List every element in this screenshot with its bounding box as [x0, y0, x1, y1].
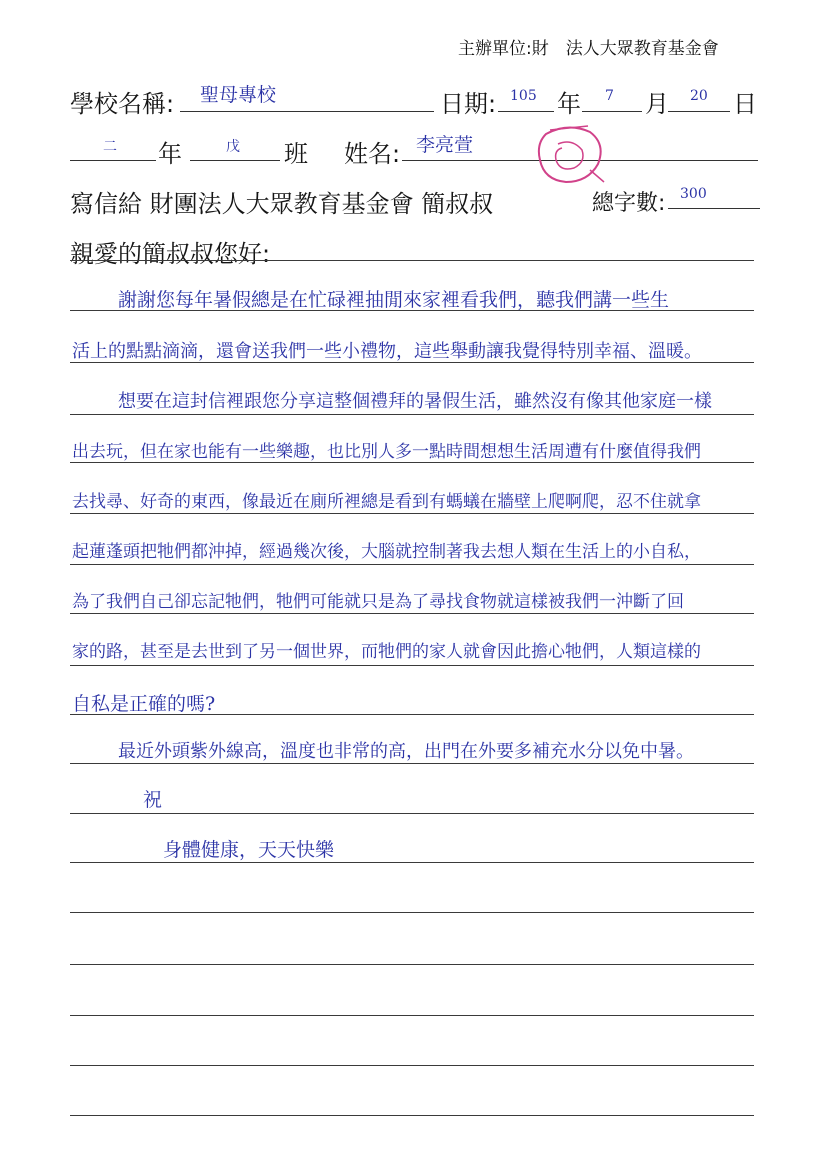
- year-label: 年: [557, 90, 581, 118]
- name-label: 姓名:: [344, 140, 401, 168]
- letter-line: 家的路，甚至是去世到了另一個世界，而牠們的家人就會因此擔心牠們，人類這樣的: [72, 642, 701, 662]
- letter-line: 起蓮蓬頭把牠們都沖掉，經過幾次後，大腦就控制著我去想人類在生活上的小自私，: [72, 542, 701, 562]
- school-underline: [180, 111, 434, 112]
- stamp-icon: [528, 120, 610, 188]
- greeting-line: 親愛的簡叔叔您好:: [70, 240, 271, 268]
- wordcount-underline: [668, 208, 760, 209]
- closing-blessing: 身體健康，天天快樂: [163, 839, 335, 861]
- day-label: 日: [733, 90, 757, 118]
- letter-line: 想要在這封信裡跟您分享這整個禮拜的暑假生活，雖然沒有像其他家庭一樣: [118, 391, 712, 412]
- day-underline: [668, 111, 730, 112]
- letter-line: 自私是正確的嗎?: [72, 693, 216, 715]
- school-value: 聖母專校: [200, 84, 277, 106]
- letter-line: 去找尋、好奇的東西，像最近在廁所裡總是看到有螞蟻在牆壁上爬啊爬，忍不住就拿: [72, 492, 701, 512]
- date-label: 日期:: [440, 90, 497, 118]
- organizer-header: 主辦單位:財 法人大眾教育基金會: [458, 39, 719, 59]
- ruled-line: [70, 1015, 754, 1016]
- month-value: 7: [605, 88, 614, 104]
- month-label: 月: [645, 90, 669, 118]
- grade-value: 二: [103, 139, 117, 155]
- recipient-line: 寫信給 財團法人大眾教育基金會 簡叔叔: [70, 190, 494, 218]
- grade-label: 年: [158, 140, 182, 168]
- ruled-line: [70, 1115, 754, 1116]
- closing-wish: 祝: [143, 789, 163, 811]
- ruled-line: [70, 964, 754, 965]
- wordcount-label: 總字數:: [592, 191, 666, 216]
- day-value: 20: [690, 88, 708, 104]
- letter-line: 活上的點點滴滴，還會送我們一些小禮物，這些舉動讓我覺得特別幸福、溫暖。: [72, 341, 702, 362]
- ruled-line: [70, 912, 754, 913]
- letter-line: 謝謝您每年暑假總是在忙碌裡抽閒來家裡看我們，聽我們講一些生: [118, 289, 670, 311]
- class-label: 班: [284, 140, 308, 168]
- year-value: 105: [510, 88, 537, 104]
- class-value: 戊: [226, 139, 240, 155]
- ruled-line: [70, 260, 754, 261]
- letter-line: 最近外頭紫外線高，溫度也非常的高，出門在外要多補充水分以免中暑。: [118, 741, 694, 762]
- letter-line: 出去玩，但在家也能有一些樂趣，也比別人多一點時間想想生活周遭有什麼值得我們: [72, 442, 701, 462]
- year-underline: [498, 111, 554, 112]
- grade-underline: [70, 160, 156, 161]
- name-value: 李亮萱: [416, 134, 474, 156]
- class-underline: [190, 160, 280, 161]
- ruled-line: [70, 1065, 754, 1066]
- wordcount-value: 300: [680, 186, 707, 202]
- letter-line: 為了我們自己卻忘記牠們，牠們可能就只是為了尋找食物就這樣被我們一沖斷了回: [72, 592, 684, 612]
- month-underline: [582, 111, 642, 112]
- school-label: 學校名稱:: [70, 90, 175, 118]
